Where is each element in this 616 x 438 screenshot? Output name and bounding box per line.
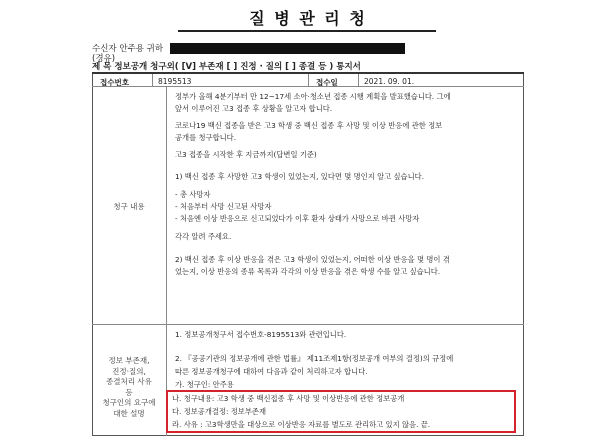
receipt-date-label: 접수일	[316, 78, 338, 87]
recipient-name: 안주용 귀하	[119, 44, 164, 54]
highlighted-line: 라. 사유 : 고3학생만을 대상으로 이상반응 자료를 별도로 관리하고 있지 않음. 끝.	[172, 420, 431, 429]
response-line: 가. 청구인: 안주용	[175, 380, 234, 389]
request-line: 고3 접종을 시작한 후 지금까지(답변일 기준)	[175, 150, 317, 159]
col-divider	[152, 74, 153, 86]
response-label	[92, 356, 166, 419]
request-label: 청구 내용	[113, 202, 145, 211]
response-label-line: 대한 설명	[113, 408, 145, 418]
request-line: 앞서 이루어진 고3 접종 후 상황을 알고자 합니다.	[175, 104, 333, 113]
row-divider	[92, 86, 524, 87]
request-line: - 처음엔 이상 반응으로 신고되었다가 이후 환자 상태가 사망으로 바뀐 사망자	[175, 214, 420, 223]
request-line: - 처음부터 사망 신고된 사망자	[175, 202, 272, 211]
response-line: 1. 정보공개청구서 접수번호-8195513와 관련입니다.	[175, 330, 347, 339]
receipt-no-value: 8195513	[158, 77, 192, 86]
response-label-line: 진정·질의,	[112, 366, 146, 376]
request-line: 코로나19 백신 접종을 받은 고3 학생 중 백신 접종 후 사망 및 이상 반응에 관한 정보	[175, 121, 443, 130]
col-divider	[308, 74, 309, 86]
recipient-label: 수신자	[92, 44, 117, 54]
title-underline	[178, 30, 436, 32]
response-line: 2. 『공공기관의 정보공개에 관한 법률』 제11조제1항(정보공개 여부의 결정)의 규정에	[175, 354, 454, 363]
response-line: 따른 정보공개청구에 대하여 다음과 같이 처리하고자 합니다.	[175, 367, 368, 376]
receipt-date-value: 2021. 09. 01.	[364, 77, 415, 86]
via-line: (경유)	[92, 54, 116, 64]
request-line: 2) 백신 접종 후 이상 반응을 겪은 고3 학생이 있었는지, 어떠한 이상 반응을 몇 명이 겪	[175, 255, 450, 264]
subject-line: 제 목 정보공개 청구외( [V] 부존재 [ ] 진정 · 질의 [ ] 종결 등 ) 통지서	[92, 62, 361, 72]
request-line: 1) 백신 접종 후 사망한 고3 학생이 있었는지, 있다면 몇 명인지 알고 싶습니다.	[175, 172, 425, 181]
request-line: 각각 알려 주세요.	[175, 232, 232, 241]
request-line: 었는지, 이상 반응의 종류 목록과 각각의 이상 반응을 겪은 학생 수를 알고 싶습니다.	[175, 267, 441, 276]
redacted-block	[170, 43, 405, 54]
agency-title: 질 병 관 리 청	[249, 9, 367, 28]
highlighted-line: 다. 정보공개결정: 정보부존재	[172, 407, 267, 416]
receipt-no-label: 접수번호	[100, 78, 129, 87]
request-line: 정부가 올해 4분기부터 만 12~17세 소아·청소년 접종 시행 계획을 발표했습니다. 그에	[175, 92, 451, 101]
request-line: 공개를 청구합니다.	[175, 133, 237, 142]
col-divider	[358, 74, 359, 86]
response-label-line: 등	[125, 387, 133, 397]
recipient-line	[92, 42, 405, 54]
label-column-divider	[166, 86, 167, 436]
row-divider	[92, 324, 524, 325]
response-label-line: 청구인의 요구에	[102, 398, 156, 407]
highlighted-line: 나. 청구내용: 고3 학생 중 백신접종 후 사망 및 이상반응에 관한 정보공개	[172, 394, 405, 403]
request-line: - 총 사망자	[175, 190, 211, 199]
response-label-line: 종결처리 사유	[106, 377, 152, 386]
response-label-line: 정보 부존재,	[108, 356, 150, 365]
